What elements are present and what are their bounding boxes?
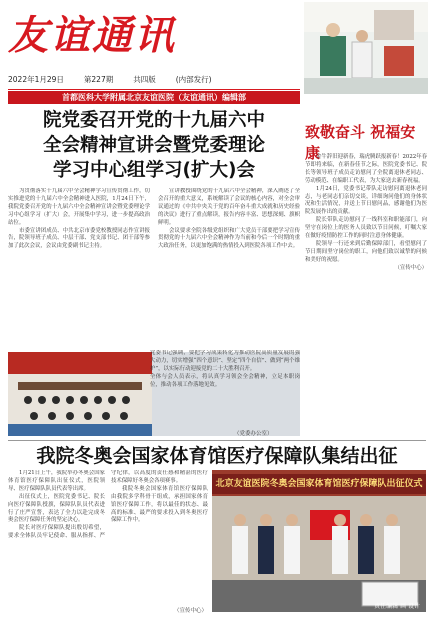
lead-headline [8,108,300,183]
article-paragraph: 党委书记强调，要把学习成果转化为推动医院高质量发展的强大动力，切实增强“四个意识”、坚定“四个自信”、做到“两个维护”，以实际行动迎接党的二十大胜利召开。 [150,350,300,372]
lead-signature: （党委办公室） [234,431,273,437]
lead-article-body [8,188,300,350]
headline-spacer [305,96,427,154]
bottom-signature: （宣传中心） [174,608,208,614]
issue-meta [8,74,298,88]
issue-date: 2022年1月29日 [8,75,64,84]
article-paragraph: 为贯彻落实十九届六中全会精神学习宣传贯彻工作，切实推进党的十九届六中全会精神进入医院，1月24日下午，我院党委召开党的十九届六中全会精神宣讲会暨党委理论学习中心组学习（扩大）会，开展集中学习，进一步提高政治站位。 [8,188,150,226]
article-paragraph: 出征仪式上，医院党委书记、院长向医疗保障队授旗，保障队队员代表进行了庄严宣誓，表达了全力以赴完成冬奥会医疗保障任务的坚定决心。 [8,493,105,524]
distribution-note: (内部发行) [175,75,212,84]
lead-headline-line: 全会精神宣讲会暨党委理论 [42,135,265,156]
lead-headline-line: 院党委召开党的十九届六中 [42,110,265,131]
article-paragraph: 会议要求全院各级党组织和广大党员干部要把学习宣传贯彻党的十九届六中全会精神作为当前和今后一个时期的重大政治任务，以更加饱满的热情投入到医院各项工作中去。 [158,227,300,250]
article-paragraph: 宣讲教授围绕党的十九届六中全会精神，深入阐述了全会召开的重大意义，系统解读了会议的核心内容，对全会审议通过的《中共中央关于党的百年奋斗重大成就和历史经验的决议》进行了重点解读，报告内容丰富、思想深刻、旗帜鲜明。 [158,188,300,226]
bottom-headline: 我院冬奥会国家体育馆医疗保障队集结出征 [36,445,398,467]
departure-ceremony-photo [212,470,426,612]
issue-number: 第227期 [83,75,114,84]
lead-article-continued [150,350,300,436]
organization-bar: 首都医科大学附属北京友谊医院（友谊通讯）编辑部 [8,91,300,104]
article-paragraph: 院领导一行还来到后勤保障部门，看望慰问了节日期间坚守岗位的职工，向他们致以诚挚的问候和美好的祝愿。 [305,240,427,263]
masthead-rule [8,89,300,90]
article-paragraph: 1月24日，党委书记带队走访慰问离退休老同志，与老同志们亲切交谈，详细询问他们的身体状况和生活情况，并送上节日慰问品，感谢他们为医院发展作出的贡献。 [305,185,427,216]
article-paragraph: 我院冬奥会国家体育馆医疗保障队由我院多学科骨干组成，承担国家体育馆医疗保障工作，将以最佳的状态、最高的标准、最严的要求投入到冬奥医疗保障工作中。 [111,485,208,524]
side-signature: （宣传中心） [394,264,427,271]
side-headline: 致敬奋斗 祝福安康 [305,123,416,162]
article-paragraph: 全体与会人员表示，将认真学习领会全会精神，立足本职岗位，推动各项工作落地见效。 [150,373,300,388]
side-article-body [305,96,427,426]
article-paragraph: 院长带队走访慰问了一线科室和职能部门，向坚守在岗位上的医务人员致以节日问候，叮嘱大家在做好疫情防控工作的同时注意身体健康。 [305,217,427,240]
photo-credit: 责任编辑 画 设计 [374,603,420,610]
article-paragraph: 院长对医疗保障队提出殷切希望，要求全体队员牢记使命、服从指挥、严守纪律，以高度的责任感和精湛的医疗技术保障好冬奥会各项赛事。 [8,470,208,540]
section-divider [8,440,426,441]
article-paragraph: 市委宣讲团成员、中共北京市委党校教授同志作宣讲报告，院领导班子成员、中层干部、党支部书记、团干部等参加了此次会议，会议由党委副书记主持。 [8,227,150,250]
ceremony-banner: 北京友谊医院冬奥会国家体育馆医疗保障队出征仪式 [212,474,426,494]
article-paragraph: 1月21日上午，我院举办冬奥会国家体育馆医疗保障队出征仪式，医院领导、医疗保障队队员代表等出席。 [8,470,105,492]
top-right-photo [304,2,428,94]
newspaper-logo: 友谊通讯 [8,12,176,59]
article-paragraph: 金牛辞旧迎新春，瑞虎腾跃报新春！2022年春节即将来临，在新春佳节之际，医院党委书记、院长等领导班子成员走访慰问了全院离退休老同志、劳动模范、在编职工代表，为大家送去新春祝福。 [305,154,427,184]
bottom-article-body [8,470,208,615]
page-count: 共四版 [133,75,156,84]
lead-headline-line: 学习中心组学习(扩大)会 [53,160,255,181]
